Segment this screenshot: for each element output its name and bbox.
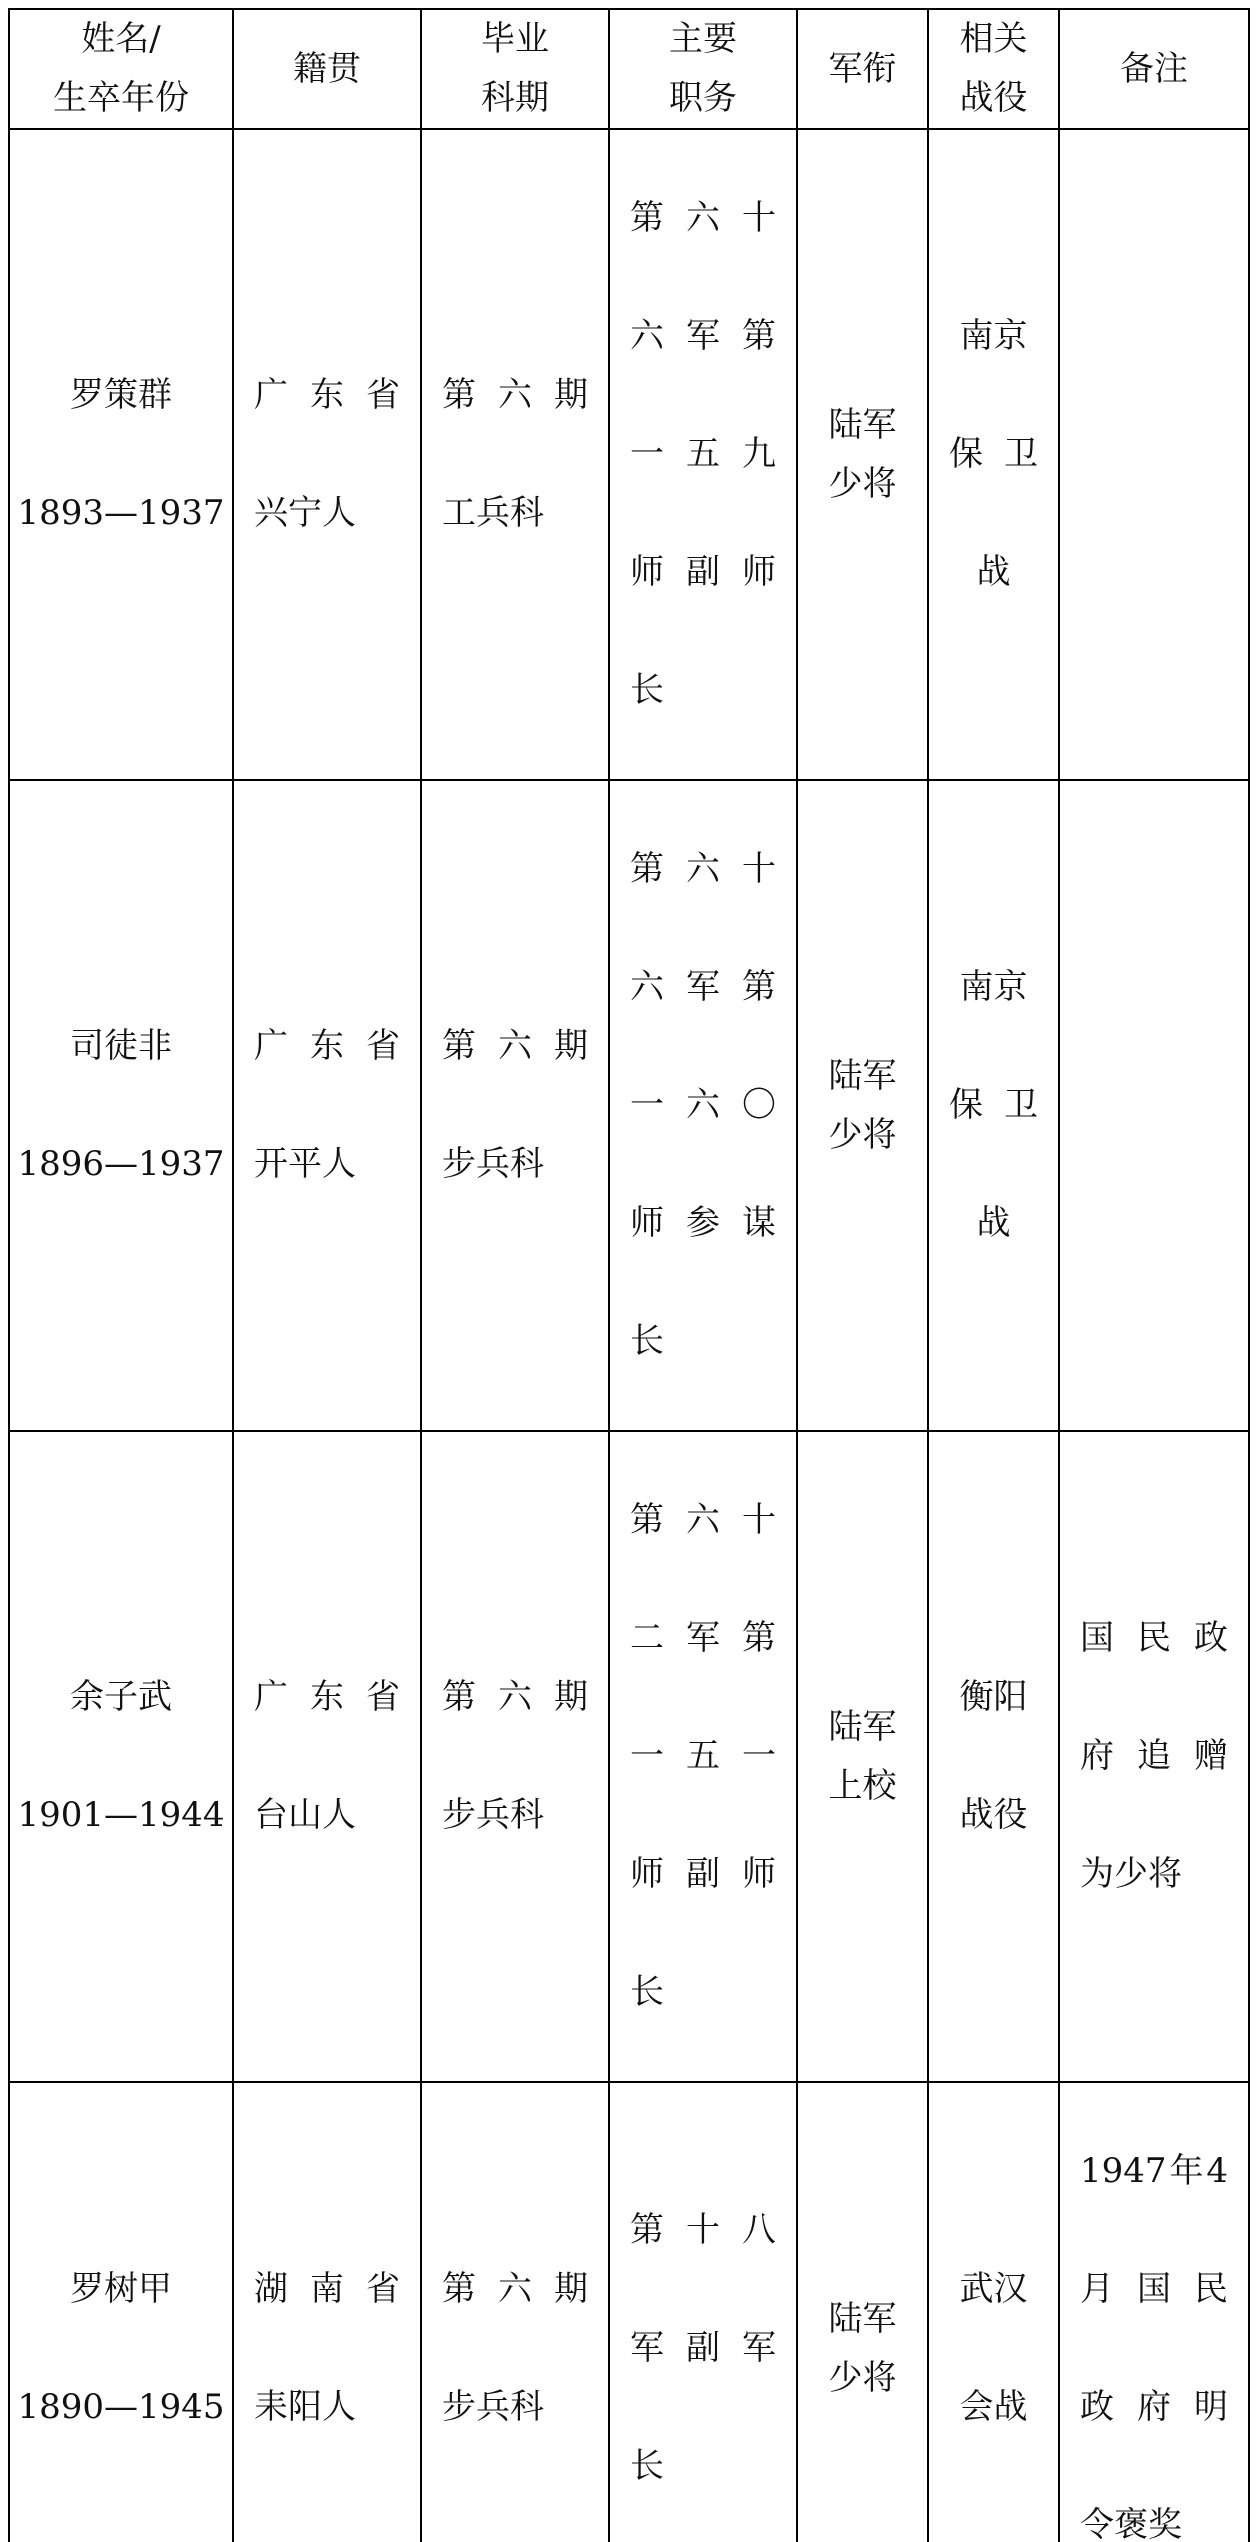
duty-cell <box>609 2082 797 2542</box>
person-years: 1896—1937 <box>17 1144 225 1184</box>
battle-line: 战 <box>976 552 1011 592</box>
header-origin: 籍贯 <box>233 9 421 129</box>
officer-table <box>8 8 1250 2542</box>
origin-county: 台山人 <box>254 1795 356 1835</box>
note-cell <box>1059 2082 1249 2542</box>
battle-line: 战役 <box>959 1795 1028 1835</box>
origin-province: 广东省 <box>254 1026 400 1066</box>
person-years: 1893—1937 <box>17 493 225 533</box>
header-name-years: 姓名/ 生卒年份 <box>9 9 233 129</box>
name-years-cell <box>9 129 233 780</box>
note-line: 政府明 <box>1080 2387 1228 2427</box>
duty-line: 长 <box>630 1972 664 2012</box>
note-line: 为少将 <box>1080 1854 1182 1894</box>
origin-province: 广东省 <box>254 375 400 415</box>
origin-province: 广东省 <box>254 1677 400 1717</box>
header-graduation: 毕业 科期 <box>421 9 609 129</box>
battle-line: 南京 <box>959 967 1028 1007</box>
duty-line: 六军第 <box>630 967 776 1007</box>
table-row <box>9 1431 1249 2082</box>
battle-line: 战 <box>976 1203 1011 1243</box>
note-line: 府追赠 <box>1080 1736 1228 1776</box>
origin-county: 兴宁人 <box>254 493 356 533</box>
origin-cell <box>233 2082 421 2542</box>
rank-cell: 陆军 上校 <box>797 1431 928 2082</box>
graduation-term: 第六期 <box>442 1026 588 1066</box>
graduation-term: 第六期 <box>442 2269 588 2309</box>
person-name: 罗树甲 <box>70 2269 172 2309</box>
duty-line: 第六十 <box>630 198 776 238</box>
note-line: 月国民 <box>1080 2269 1228 2309</box>
duty-line: 师参谋 <box>630 1203 776 1243</box>
graduation-cell <box>421 2082 609 2542</box>
rank-cell: 陆军 少将 <box>797 780 928 1431</box>
origin-province: 湖南省 <box>254 2269 400 2309</box>
graduation-branch: 工兵科 <box>442 493 544 533</box>
origin-cell <box>233 780 421 1431</box>
origin-cell <box>233 1431 421 2082</box>
battle-line: 衡阳 <box>959 1677 1028 1717</box>
table-row <box>9 780 1249 1431</box>
header-battle: 相关 战役 <box>928 9 1059 129</box>
note-line: 国民政 <box>1080 1618 1228 1658</box>
graduation-branch: 步兵科 <box>442 2387 544 2427</box>
person-years: 1901—1944 <box>17 1795 225 1835</box>
duty-line: 二军第 <box>630 1618 776 1658</box>
battle-line: 会战 <box>959 2387 1028 2427</box>
battle-line: 保卫 <box>949 1085 1038 1125</box>
name-years-cell <box>9 780 233 1431</box>
duty-cell <box>609 780 797 1431</box>
battle-line: 南京 <box>959 316 1028 356</box>
duty-line: 师副师 <box>630 552 776 592</box>
duty-cell <box>609 1431 797 2082</box>
header-rank: 军衔 <box>797 9 928 129</box>
duty-line: 第六十 <box>630 849 776 889</box>
battle-cell <box>928 129 1059 780</box>
battle-line: 武汉 <box>959 2269 1028 2309</box>
graduation-cell <box>421 129 609 780</box>
note-cell <box>1059 1431 1249 2082</box>
rank-cell: 陆军 少将 <box>797 129 928 780</box>
header-duty: 主要 职务 <box>609 9 797 129</box>
battle-cell <box>928 780 1059 1431</box>
battle-cell <box>928 2082 1059 2542</box>
duty-cell <box>609 129 797 780</box>
note-cell <box>1059 129 1249 780</box>
duty-line: 一五九 <box>630 434 776 474</box>
graduation-term: 第六期 <box>442 1677 588 1717</box>
header-note: 备注 <box>1059 9 1249 129</box>
person-name: 罗策群 <box>70 375 172 415</box>
duty-line: 长 <box>630 2446 664 2486</box>
table-row <box>9 129 1249 780</box>
graduation-branch: 步兵科 <box>442 1144 544 1184</box>
battle-cell <box>928 1431 1059 2082</box>
note-line: 令褒奖 <box>1080 2505 1182 2542</box>
duty-line: 第六十 <box>630 1500 776 1540</box>
duty-line: 六军第 <box>630 316 776 356</box>
duty-line: 长 <box>630 1321 664 1361</box>
name-years-cell <box>9 2082 233 2542</box>
rank-cell: 陆军 少将 <box>797 2082 928 2542</box>
graduation-cell <box>421 780 609 1431</box>
duty-line: 军副军 <box>630 2328 776 2368</box>
origin-county: 耒阳人 <box>254 2387 356 2427</box>
header-row <box>9 9 1249 129</box>
person-name: 余子武 <box>70 1677 172 1717</box>
graduation-branch: 步兵科 <box>442 1795 544 1835</box>
duty-line: 师副师 <box>630 1854 776 1894</box>
origin-county: 开平人 <box>254 1144 356 1184</box>
graduation-term: 第六期 <box>442 375 588 415</box>
duty-line: 长 <box>630 670 664 710</box>
origin-cell <box>233 129 421 780</box>
name-years-cell <box>9 1431 233 2082</box>
note-cell <box>1059 780 1249 1431</box>
duty-line: 一五一 <box>630 1736 776 1776</box>
person-name: 司徒非 <box>70 1026 172 1066</box>
table-row <box>9 2082 1249 2542</box>
duty-line: 一六〇 <box>630 1085 776 1125</box>
battle-line: 保卫 <box>949 434 1038 474</box>
person-years: 1890—1945 <box>17 2387 225 2427</box>
graduation-cell <box>421 1431 609 2082</box>
duty-line: 第十八 <box>630 2210 776 2250</box>
note-line: 1947年4 <box>1080 2151 1228 2191</box>
